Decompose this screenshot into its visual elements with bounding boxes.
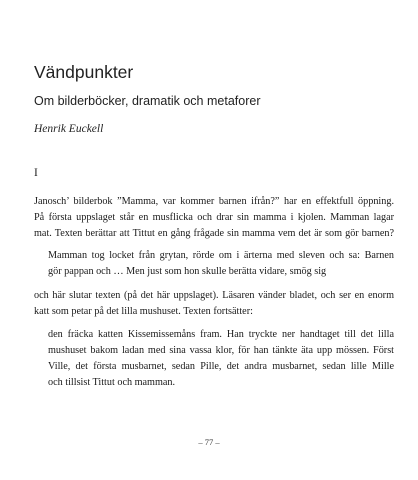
text-line: katt som petar på det lilla mushuset. Texten fortsätter: [34,306,253,317]
block-quote-2 [48,327,394,391]
text-line: och här slutar texten (på det här uppslaget). Läsaren vänder bladet, och ser en enorm [34,290,394,301]
text-line: mat. Texten berättar att Tittut en gång frågade sin mamma vem det är som gör barnen? [34,228,394,239]
article-subtitle: Om bilderböcker, dramatik och metaforer [34,94,261,108]
text-line: mushuset bakom ladan med sina vassa klor, för han tänkte äta upp mössen. Först [48,345,394,356]
text-line: den fräcka katten Kissemissemåns fram. Han tryckte ner handtaget till det lilla [48,329,394,340]
article-author: Henrik Euckell [34,123,104,135]
text-line: Janosch’ bilderbok ”Mamma, var kommer barnen ifrån?” har en effektfull öppning. [34,196,394,207]
section-number: I [34,167,38,179]
body-paragraph-1 [34,194,394,242]
body-paragraph-2 [34,288,394,320]
block-quote-1 [48,248,394,280]
page-number: – 77 – [198,437,220,447]
text-line: gör pappan och … Men just som hon skulle berätta vidare, smög sig [48,266,327,277]
article-title: Vändpunkter [34,62,134,82]
text-line: Ville, det första musbarnet, sedan Pille, det andra musbarnet, sedan lille Mille [48,361,394,372]
text-line: och tillsist Tittut och mamman. [48,377,176,388]
text-line: Mamman tog locket från grytan, rörde om i ärterna med sleven och sa: Barnen [48,250,394,261]
text-line: På första uppslaget står en musflicka och drar sin mamma i kjolen. Mamman lagar [34,212,394,223]
